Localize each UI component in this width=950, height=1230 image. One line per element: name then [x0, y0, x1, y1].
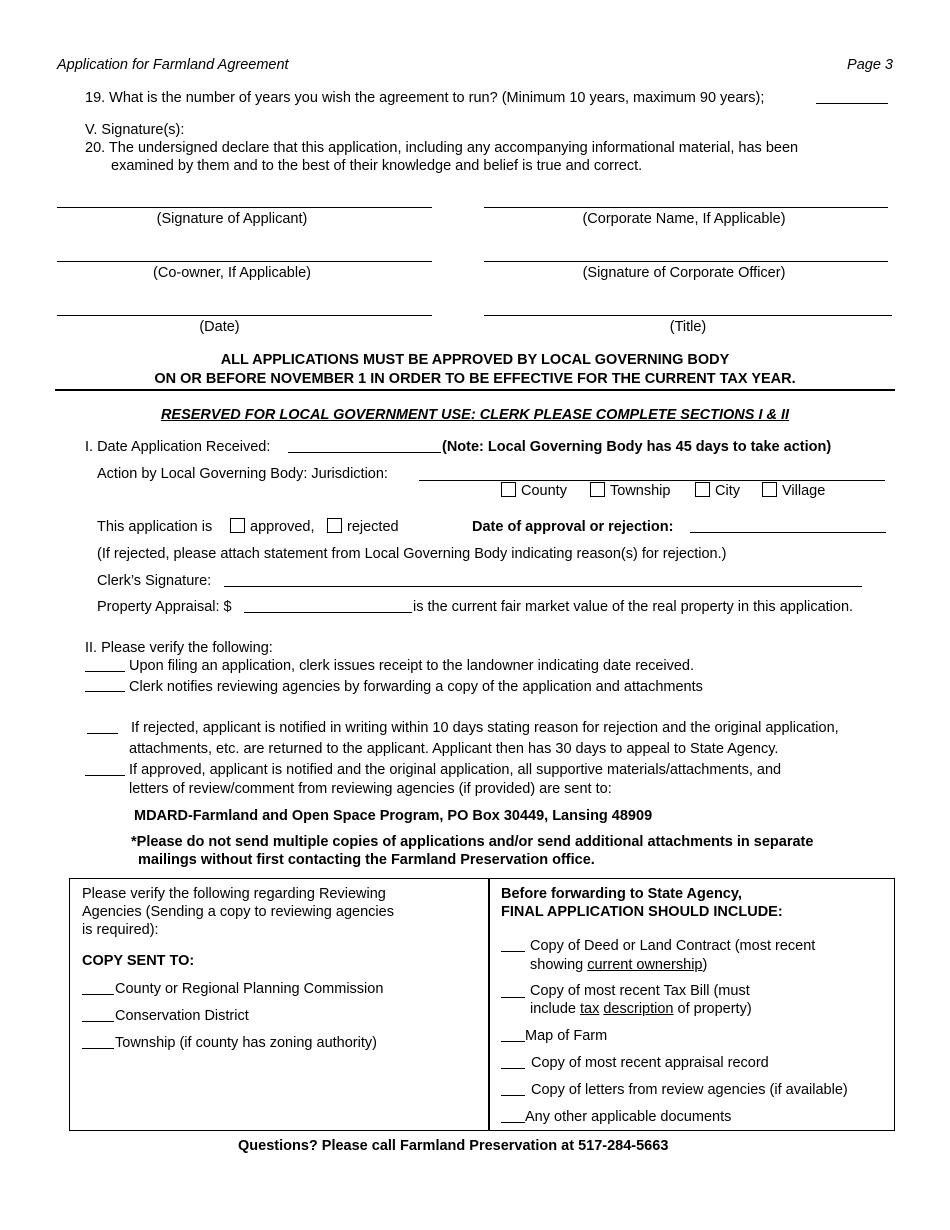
verify-item4-check[interactable] — [85, 775, 125, 776]
deed-item-line2: showing current ownership) — [530, 957, 708, 973]
approved-checkbox[interactable] — [230, 518, 245, 533]
jurisdiction-input[interactable] — [419, 480, 885, 481]
county-option[interactable]: County — [501, 482, 567, 500]
coowner-signature-line[interactable] — [57, 261, 432, 262]
other-documents-check[interactable] — [501, 1122, 525, 1123]
city-option[interactable]: City — [695, 482, 740, 500]
verify-item3-line1: If rejected, applicant is notified in writing within 10 days stating reason for rejection and the original application, — [131, 720, 839, 736]
city-checkbox[interactable] — [695, 482, 710, 497]
decision-date-input[interactable] — [690, 532, 886, 533]
township-checkbox[interactable] — [590, 482, 605, 497]
reserved-heading: RESERVED FOR LOCAL GOVERNMENT USE: CLERK PLEASE COMPLETE SECTIONS I & II — [160, 407, 790, 423]
question-20-line1: 20. The undersigned declare that this application, including any accompanying informational material, has been — [85, 140, 799, 156]
date-caption: (Date) — [199, 319, 240, 335]
years-input-line[interactable] — [816, 103, 888, 104]
appraisal-input[interactable] — [244, 612, 412, 613]
governing-body-note: (Note: Local Governing Body has 45 days to take action) — [442, 439, 832, 455]
page-number: Page 3 — [847, 57, 893, 73]
appraisal-record-check[interactable] — [501, 1068, 525, 1069]
verify-item4-line1: If approved, applicant is notified and the original application, all supportive materials/attachments, and — [129, 762, 782, 778]
agencies-intro-line3: is required): — [82, 922, 159, 938]
township-agency-check[interactable] — [82, 1048, 114, 1049]
planning-commission-check[interactable] — [82, 994, 114, 995]
decision-date-label: Date of approval or rejection: — [472, 519, 674, 535]
questions-footer: Questions? Please call Farmland Preservation at 517-284-5663 — [238, 1138, 669, 1154]
agencies-intro-line1: Please verify the following regarding Reviewing — [82, 886, 386, 902]
question-19: 19. What is the number of years you wish the agreement to run? (Minimum 10 years, maximum 90 years); — [85, 90, 765, 106]
date-line[interactable] — [57, 315, 432, 316]
appraisal-label: Property Appraisal: $ — [97, 599, 232, 615]
title-line[interactable] — [484, 315, 892, 316]
verify-item3-line2: attachments, etc. are returned to the applicant. Applicant then has 30 days to appeal to State Agency. — [129, 741, 779, 757]
rejection-note: (If rejected, please attach statement from Local Governing Body indicating reason(s) for rejection.) — [97, 546, 727, 562]
conservation-district-item: Conservation District — [115, 1008, 249, 1024]
application-status-label: This application is — [97, 519, 213, 535]
coowner-caption: (Co-owner, If Applicable) — [153, 265, 311, 281]
mailing-address: MDARD-Farmland and Open Space Program, PO Box 30449, Lansing 48909 — [134, 808, 653, 824]
appraisal-suffix: is the current fair market value of the real property in this application. — [413, 599, 854, 615]
approved-option[interactable]: approved, — [230, 518, 315, 536]
verify-item1-check[interactable] — [85, 671, 125, 672]
title-caption: (Title) — [669, 319, 707, 335]
village-option[interactable]: Village — [762, 482, 825, 500]
agencies-intro-line2: Agencies (Sending a copy to reviewing agencies — [82, 904, 394, 920]
notice-line2: ON OR BEFORE NOVEMBER 1 IN ORDER TO BE EFFECTIVE FOR THE CURRENT TAX YEAR. — [154, 371, 796, 387]
deed-check[interactable] — [501, 951, 525, 952]
corporate-officer-line[interactable] — [484, 261, 888, 262]
corporate-name-line[interactable] — [484, 207, 888, 208]
document-title: Application for Farmland Agreement — [57, 57, 289, 73]
section-ii-heading: II. Please verify the following: — [85, 640, 273, 656]
tax-bill-line1: Copy of most recent Tax Bill (must — [530, 983, 750, 999]
action-label: Action by Local Governing Body: Jurisdiction: — [97, 466, 388, 482]
verify-item1: Upon filing an application, clerk issues receipt to the landowner indicating date received. — [129, 658, 695, 674]
review-letters-item: Copy of letters from review agencies (if available) — [531, 1082, 848, 1098]
copy-sent-to-heading: COPY SENT TO: — [82, 953, 195, 969]
verify-item3-check[interactable] — [87, 733, 118, 734]
applicant-signature-caption: (Signature of Applicant) — [156, 211, 308, 227]
township-agency-item: Township (if county has zoning authority) — [115, 1035, 377, 1051]
date-received-label: I. Date Application Received: — [85, 439, 271, 455]
corporate-officer-caption: (Signature of Corporate Officer) — [582, 265, 786, 281]
village-checkbox[interactable] — [762, 482, 777, 497]
verify-item2: Clerk notifies reviewing agencies by forwarding a copy of the application and attachments — [129, 679, 703, 695]
map-check[interactable] — [501, 1041, 525, 1042]
final-app-heading-line1: Before forwarding to State Agency, — [501, 886, 742, 902]
verify-item4-line2: letters of review/comment from reviewing agencies (if provided) are sent to: — [129, 781, 612, 797]
planning-commission-item: County or Regional Planning Commission — [115, 981, 384, 997]
other-documents-item: Any other applicable documents — [525, 1109, 732, 1125]
clerk-signature-input[interactable] — [224, 586, 862, 587]
appraisal-record-item: Copy of most recent appraisal record — [531, 1055, 769, 1071]
rejected-option[interactable]: rejected — [327, 518, 399, 536]
question-20-line2: examined by them and to the best of their knowledge and belief is true and correct. — [111, 158, 643, 174]
section-divider — [55, 389, 895, 391]
corporate-name-caption: (Corporate Name, If Applicable) — [582, 211, 786, 227]
applicant-signature-line[interactable] — [57, 207, 432, 208]
final-app-heading-line2: FINAL APPLICATION SHOULD INCLUDE: — [501, 904, 783, 920]
township-option[interactable]: Township — [590, 482, 670, 500]
mailing-warning-line2: mailings without first contacting the Farmland Preservation office. — [138, 852, 595, 868]
verify-item2-check[interactable] — [85, 691, 125, 692]
county-checkbox[interactable] — [501, 482, 516, 497]
notice-line1: ALL APPLICATIONS MUST BE APPROVED BY LOCAL GOVERNING BODY — [220, 352, 730, 368]
date-received-input[interactable] — [288, 452, 441, 453]
rejected-checkbox[interactable] — [327, 518, 342, 533]
review-letters-check[interactable] — [501, 1095, 525, 1096]
mailing-warning-line1: *Please do not send multiple copies of applications and/or send additional attachments in separate — [131, 834, 814, 850]
clerk-signature-label: Clerk’s Signature: — [97, 573, 212, 589]
conservation-district-check[interactable] — [82, 1021, 114, 1022]
deed-item-line1: Copy of Deed or Land Contract (most recent — [530, 938, 816, 954]
section-v-heading: V. Signature(s): — [85, 122, 185, 138]
tax-bill-check[interactable] — [501, 997, 525, 998]
tax-bill-line2: include tax description of property) — [530, 1001, 752, 1017]
map-item: Map of Farm — [525, 1028, 608, 1044]
